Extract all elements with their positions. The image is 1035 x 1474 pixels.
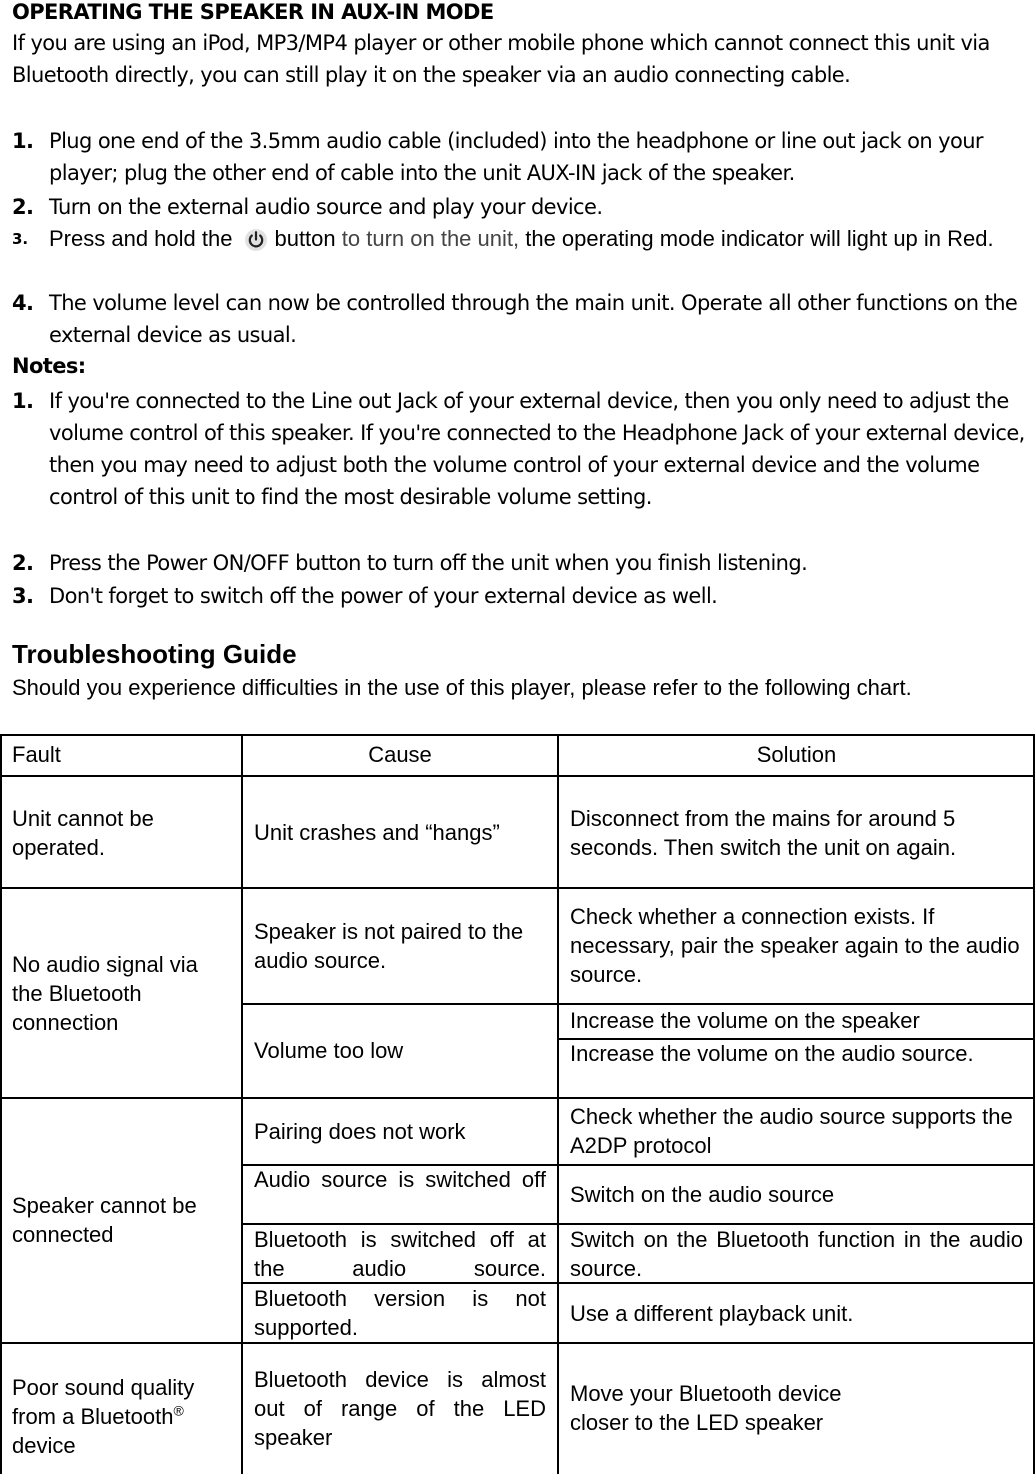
registered-mark: ® <box>173 1402 184 1419</box>
cause-cell: Audio source is switched off <box>254 1167 546 1192</box>
step-text: The volume level can now be controlled through the main unit. Operate all other functions on the external device as usual. <box>49 291 1018 347</box>
fault-cell <box>12 1373 234 1460</box>
note-text: Press the Power ON/OFF button to turn off the unit when you finish listening. <box>49 551 808 575</box>
cause-cell: Volume too low <box>254 1038 404 1063</box>
solution-cell: Increase the volume on the speaker <box>570 1008 920 1033</box>
note-number: 3. <box>12 584 34 608</box>
troubleshooting-intro: Should you experience difficulties in the use of this player, please refer to the following chart. <box>12 675 912 700</box>
solution-cell: Check whether the audio source supports the A2DP protocol <box>570 1104 1013 1158</box>
step-text: Press and hold the <box>49 226 233 251</box>
notes-label: Notes: <box>12 354 86 378</box>
note-number: 1. <box>12 389 34 413</box>
solution-cell: Increase the volume on the audio source. <box>570 1041 974 1066</box>
cause-cell: Pairing does not work <box>254 1119 466 1144</box>
solution-cell: Disconnect from the mains for around 5 seconds. Then switch the unit on again. <box>570 806 957 860</box>
step-number: 2. <box>12 195 34 219</box>
fault-cell: Unit cannot be operated. <box>12 806 154 860</box>
step-number: 3. <box>12 230 29 248</box>
cause-cell: Speaker is not paired to the audio source. <box>254 919 524 973</box>
step-number: 1. <box>12 129 34 153</box>
step-number: 4. <box>12 291 34 315</box>
cause-cell: Bluetooth is switched off at the audio source. <box>254 1227 546 1281</box>
note-text: Don't forget to switch off the power of your external device as well. <box>49 584 718 608</box>
solution-line: closer to the LED speaker <box>570 1410 824 1435</box>
step-text: to turn on the unit, <box>341 226 520 251</box>
solution-cell <box>570 1379 1025 1437</box>
solution-cell: Check whether a connection exists. If necessary, pair the speaker again to the audio source. <box>570 904 1020 987</box>
fault-cell: No audio signal via the Bluetooth connection <box>12 952 198 1035</box>
solution-cell: Use a different playback unit. <box>570 1301 854 1326</box>
table-header-solution: Solution <box>756 742 837 767</box>
solution-cell: Switch on the Bluetooth function in the audio source. <box>570 1227 1023 1281</box>
fault-text: device <box>12 1433 76 1458</box>
cause-cell: Bluetooth device is almost out of range of the LED speaker <box>254 1367 546 1450</box>
table-header-cause: Cause <box>368 742 432 767</box>
solution-cell: Switch on the audio source <box>570 1182 835 1207</box>
fault-text: Poor sound quality from a Bluetooth <box>12 1375 195 1429</box>
cause-cell: Bluetooth version is not supported. <box>254 1286 546 1340</box>
aux-intro: If you are using an iPod, MP3/MP4 player or other mobile phone which cannot connect this unit via Bluetooth directly, you can still play it on the speaker via an audio connecting cable. <box>12 31 990 87</box>
step-text: Turn on the external audio source and play your device. <box>49 195 603 219</box>
note-text: If you're connected to the Line out Jack of your external device, then you only need to adjust the volume control of this speaker. If you're connected to the Headphone Jack of your external device, then you may need to adjust both the volume control of your external device and the volume control of this unit to find the most desirable volume setting. <box>49 389 1025 509</box>
solution-line: Move your Bluetooth device <box>570 1381 842 1406</box>
fault-cell: Speaker cannot be connected <box>12 1193 197 1247</box>
step-text: Plug one end of the 3.5mm audio cable (included) into the headphone or line out jack on your player; plug the other end of cable into the unit AUX-IN jack of the speaker. <box>49 129 983 185</box>
troubleshooting-title: Troubleshooting Guide <box>12 639 297 669</box>
step-text: the operating mode indicator will light up in Red. <box>525 226 994 251</box>
step-text: button <box>274 226 336 251</box>
note-number: 2. <box>12 551 34 575</box>
cause-cell: Unit crashes and “hangs” <box>254 820 500 845</box>
table-header-fault: Fault <box>12 742 61 767</box>
aux-heading: OPERATING THE SPEAKER IN AUX-IN MODE <box>12 0 494 24</box>
